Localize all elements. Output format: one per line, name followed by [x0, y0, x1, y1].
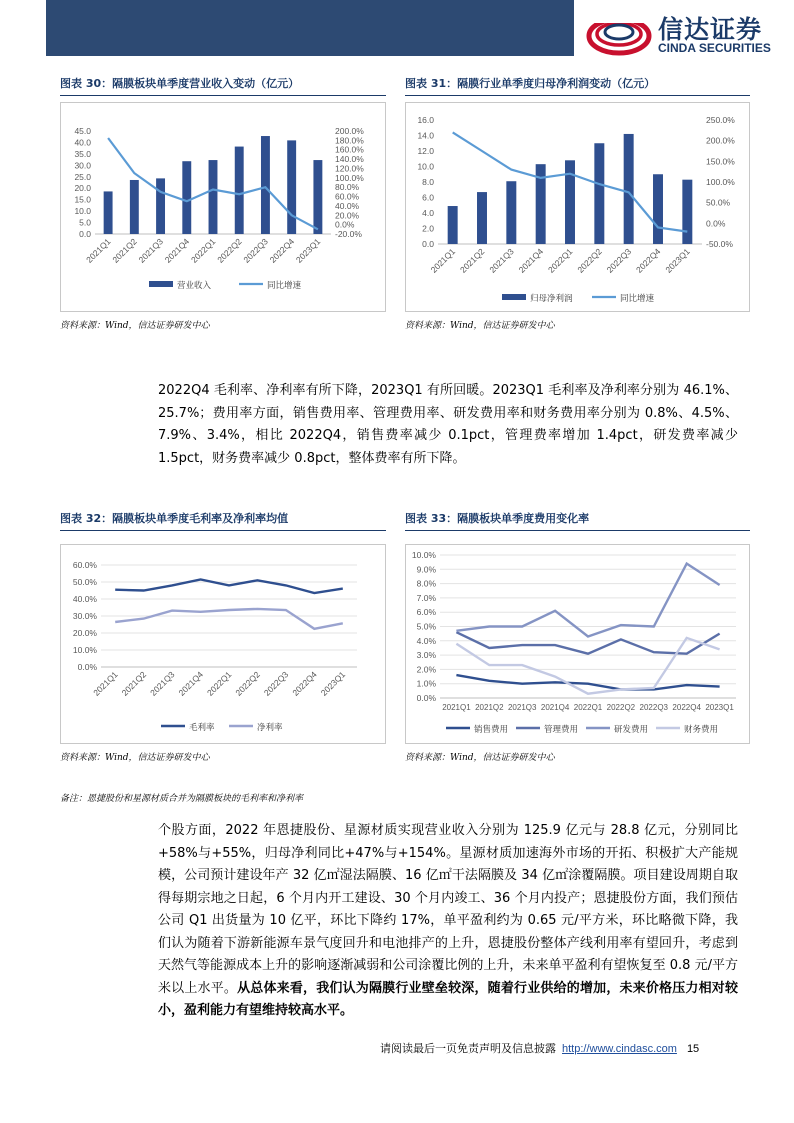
y-axis-tick-label: 9.0% [416, 564, 436, 575]
left-axis-tick-label: 30.0 [74, 160, 91, 171]
x-axis-tick-label: 2021Q2 [457, 246, 487, 275]
right-axis-tick-label: 80.0% [335, 182, 360, 193]
right-axis-tick-label: 120.0% [335, 163, 364, 174]
left-axis-tick-label: 6.0 [422, 192, 434, 203]
logo-chinese-text: 信达证券 [658, 15, 763, 44]
legend-bar-label: 归母净利润 [530, 294, 573, 304]
x-axis-tick-label: 2022Q2 [233, 669, 262, 698]
series-line-销售费用 [456, 675, 719, 689]
y-axis-tick-label: 10.0% [72, 645, 97, 655]
bar-2022Q4 [653, 174, 663, 244]
right-axis-tick-label: 250.0% [706, 115, 735, 125]
expense-chart-svg [406, 545, 749, 743]
paragraph-2 [158, 820, 738, 1023]
y-axis-tick-label: 30.0% [72, 611, 97, 621]
figure-33-title: 图表 33：隔膜板块单季度费用变化率 [405, 512, 590, 525]
left-axis-tick-label: 25.0 [74, 171, 91, 182]
x-axis-tick-label: 2022Q2 [215, 236, 244, 265]
x-axis-tick-label: 2022Q2 [606, 703, 636, 712]
x-axis-tick-label: 2022Q3 [639, 703, 669, 712]
bar-2021Q2 [130, 180, 139, 234]
paragraph-1-text: 2022Q4 毛利率、净利率有所下降，2023Q1 有所回暖。2023Q1 毛利率及净利率分别为 46.1%、25.7%；费用率方面，销售费用率、管理费用率、研发费用率和财务费用率分别为 0.8%、4.5%、7.9%、3.4%，相比 2022Q4，销售费率减少 0.1pct，管理费率增加 1.4pct，研发费率减少 1.5pct，财务费率减少 0.8pct，整体费率有所下降。 [158, 383, 739, 466]
figure-32-rule [60, 530, 386, 531]
y-axis-tick-label: 0.0% [416, 693, 436, 703]
x-axis-tick-label: 2021Q1 [428, 246, 458, 275]
right-axis-tick-label: 150.0% [706, 156, 735, 167]
left-axis-tick-label: 14.0 [417, 130, 434, 141]
x-axis-tick-label: 2021Q2 [119, 669, 149, 698]
legend-line-label: 同比增速 [267, 281, 302, 291]
figure-31-chart [405, 102, 750, 312]
paragraph-margin-analysis [158, 380, 738, 470]
figure-32-source: 资料来源：Wind，信达证券研发中心 [60, 753, 210, 763]
x-axis-tick-label: 2021Q3 [487, 246, 516, 275]
x-axis-tick-label: 2021Q4 [540, 703, 570, 712]
left-axis-tick-label: 35.0 [74, 148, 91, 159]
right-axis-tick-label: 160.0% [335, 144, 364, 155]
bar-2021Q2 [477, 192, 487, 244]
x-axis-tick-label: 2022Q2 [575, 246, 604, 275]
left-axis-tick-label: 5.0 [79, 217, 91, 228]
bar-2023Q1 [682, 180, 692, 244]
x-axis-tick-label: 2021Q3 [148, 669, 177, 698]
x-axis-tick-label: 2021Q4 [516, 246, 546, 275]
x-axis-tick-label: 2022Q4 [290, 669, 319, 698]
figure-30-chart [60, 102, 386, 312]
bar-2022Q3 [624, 134, 634, 244]
y-axis-tick-label: 60.0% [72, 560, 97, 570]
left-axis-tick-label: 40.0 [74, 137, 91, 148]
left-axis-tick-label: 0.0 [79, 229, 91, 239]
paragraph-2-text: 个股方面，2022 年恩捷股份、星源材质实现营业收入分别为 125.9 亿元与 28.8 亿元，分别同比+58%与+55%，归母净利同比+47%与+154%。星源材质加速海外市场的开拓、积极扩大产能规模，公司预计建设年产 32 亿㎡湿法隔膜、16 亿㎡干法隔膜及 34 亿㎡涂覆隔膜。项目建设周期自取得每期宗地之日起，6 个月内开工建设、30 个月内竣工、36 个月内投产；恩捷股份方面，我们预估公司 Q1 出货量为 10 亿平，环比下降约 17%，单平盈利约为 0.65 元/平方米，环比略微下降，我们认为随着下游新能源车景气度回升和电池排产的上升，恩捷股份整体产线利用率有望回升，考虑到天然气等能源成本上升的影响逐渐减弱和公司涂覆比例的上升，未来单平盈利有望恢复至 0.8 元/平方米以上水平。 [158, 823, 738, 996]
x-axis-tick-label: 2022Q1 [545, 246, 575, 275]
right-axis-tick-label: -20.0% [335, 229, 362, 239]
legend-label: 毛利率 [189, 723, 215, 733]
x-axis-tick-label: 2022Q4 [633, 246, 663, 275]
paragraph-2-conclusion: 从总体来看，我们认为隔膜行业壁垒较深，随着行业供给的增加，未来价格压力相对较小，盈利能力有望维持较高水平。 [158, 980, 738, 1018]
x-axis-tick-label: 2021Q4 [176, 669, 205, 698]
right-axis-tick-label: 180.0% [335, 135, 364, 146]
x-axis-tick-label: 2021Q1 [84, 236, 113, 265]
figure-32-chart [60, 544, 386, 744]
right-axis-tick-label: 200.0% [706, 135, 735, 146]
logo-english-text: CINDA SECURITIES [658, 41, 771, 55]
bar-2021Q1 [448, 206, 458, 244]
right-axis-tick-label: 0.0% [706, 218, 726, 229]
x-axis-tick-label: 2021Q3 [507, 703, 537, 712]
bar-2022Q4 [287, 140, 296, 234]
left-axis-tick-label: 10.0 [74, 206, 91, 217]
left-axis-tick-label: 4.0 [422, 208, 434, 218]
x-axis-tick-label: 2022Q4 [267, 236, 297, 265]
x-axis-tick-label: 2022Q1 [188, 236, 218, 265]
left-axis-tick-label: 20.0 [74, 183, 91, 194]
figure-33-chart [405, 544, 750, 744]
page-number: 15 [686, 1043, 700, 1055]
x-axis-tick-label: 2021Q1 [442, 703, 471, 712]
y-axis-tick-label: 20.0% [72, 628, 97, 638]
right-axis-tick-label: 0.0% [335, 219, 355, 230]
right-axis-tick-label: 100.0% [335, 172, 364, 183]
x-axis-tick-label: 2021Q2 [110, 236, 139, 265]
legend-bar-label: 营业收入 [177, 281, 212, 291]
y-axis-tick-label: 0.0% [77, 662, 97, 672]
x-axis-tick-label: 2021Q1 [91, 669, 120, 698]
margin-chart-svg [61, 545, 385, 743]
series-line-研发费用 [456, 564, 719, 637]
x-axis-tick-label: 2023Q1 [318, 669, 348, 698]
revenue-chart-svg [61, 103, 385, 311]
right-axis-tick-label: 60.0% [335, 191, 360, 202]
bar-2021Q3 [506, 181, 516, 244]
bar-2021Q3 [156, 178, 165, 234]
figure-32-title: 图表 32：隔膜板块单季度毛利率及净利率均值 [60, 512, 289, 525]
y-axis-tick-label: 2.0% [416, 664, 436, 675]
left-axis-tick-label: 10.0 [417, 161, 434, 172]
x-axis-tick-label: 2022Q3 [604, 246, 634, 275]
x-axis-tick-label: 2021Q2 [475, 703, 504, 712]
legend-line-label: 同比增速 [620, 294, 655, 304]
y-axis-tick-label: 7.0% [416, 592, 436, 603]
left-axis-tick-label: 0.0 [422, 239, 434, 249]
bar-2022Q2 [235, 147, 244, 234]
x-axis-tick-label: 2022Q3 [241, 236, 270, 265]
bar-2022Q1 [209, 160, 218, 234]
left-axis-tick-label: 16.0 [417, 115, 434, 125]
x-axis-tick-label: 2022Q1 [573, 703, 603, 712]
x-axis-tick-label: 2022Q1 [204, 669, 234, 698]
x-axis-tick-label: 2022Q3 [261, 669, 291, 698]
page-footer [380, 1040, 699, 1056]
x-axis-tick-label: 2022Q4 [672, 703, 701, 712]
y-axis-tick-label: 3.0% [416, 650, 436, 661]
legend-label: 净利率 [257, 723, 283, 733]
right-axis-tick-label: 40.0% [335, 200, 360, 211]
y-axis-tick-label: 10.0% [411, 550, 436, 560]
bar-2022Q2 [594, 143, 604, 244]
y-axis-tick-label: 4.0% [416, 635, 436, 646]
right-axis-tick-label: 20.0% [335, 210, 360, 221]
figure-33-source: 资料来源：Wind，信达证券研发中心 [405, 753, 555, 763]
left-axis-tick-label: 15.0 [74, 194, 91, 205]
bar-2022Q3 [261, 136, 270, 234]
y-axis-tick-label: 50.0% [72, 577, 97, 587]
right-axis-tick-label: -50.0% [706, 239, 733, 249]
legend-label: 财务费用 [684, 725, 719, 735]
left-axis-tick-label: 12.0 [417, 146, 434, 156]
header-banner [46, 0, 574, 56]
y-axis-tick-label: 8.0% [416, 578, 436, 589]
left-axis-tick-label: 8.0 [422, 177, 434, 187]
net-profit-chart-svg [406, 103, 749, 311]
left-axis-tick-label: 45.0 [74, 126, 91, 136]
right-axis-tick-label: 100.0% [706, 177, 735, 187]
figure-33-rule [405, 530, 750, 531]
footer-disclaimer: 请阅读最后一页免责声明及信息披露 [380, 1042, 556, 1055]
x-axis-tick-label: 2023Q1 [663, 246, 692, 275]
y-axis-tick-label: 6.0% [416, 607, 436, 618]
figure-31-source: 资料来源：Wind，信达证券研发中心 [405, 321, 555, 331]
legend-bar-swatch [502, 294, 526, 300]
y-axis-tick-label: 5.0% [416, 621, 436, 632]
footer-website-link[interactable]: http://www.cindasc.com [562, 1043, 677, 1055]
x-axis-tick-label: 2023Q1 [293, 236, 323, 265]
right-axis-tick-label: 140.0% [335, 154, 364, 165]
figure-31-rule [405, 95, 750, 96]
bar-2023Q1 [313, 160, 322, 234]
legend-bar-swatch [149, 281, 173, 287]
paragraph-company-analysis [158, 820, 738, 1023]
figure-31-title: 图表 31：隔膜行业单季度归母净利润变动（亿元） [405, 77, 656, 90]
series-line-净利率 [115, 609, 343, 629]
legend-label: 管理费用 [544, 725, 579, 735]
x-axis-tick-label: 2021Q4 [162, 236, 192, 265]
figure-note: 备注：恩捷股份和星源材质合并为隔膜板块的毛利率和净利率 [60, 794, 304, 804]
company-logo [584, 10, 784, 60]
bar-2021Q1 [104, 191, 113, 234]
right-axis-tick-label: 200.0% [335, 126, 364, 136]
logo-swirl-icon [584, 10, 654, 58]
y-axis-tick-label: 1.0% [416, 678, 436, 689]
legend-label: 销售费用 [474, 725, 509, 735]
figure-30-title: 图表 30：隔膜板块单季度营业收入变动（亿元） [60, 77, 300, 90]
figure-30-source: 资料来源：Wind，信达证券研发中心 [60, 321, 210, 331]
left-axis-tick-label: 2.0 [422, 223, 434, 234]
x-axis-tick-label: 2023Q1 [705, 703, 734, 712]
bar-2021Q4 [182, 161, 191, 234]
legend-label: 研发费用 [614, 725, 649, 735]
figure-30-rule [60, 95, 386, 96]
right-axis-tick-label: 50.0% [706, 197, 731, 208]
y-axis-tick-label: 40.0% [72, 594, 97, 604]
x-axis-tick-label: 2021Q3 [136, 236, 165, 265]
